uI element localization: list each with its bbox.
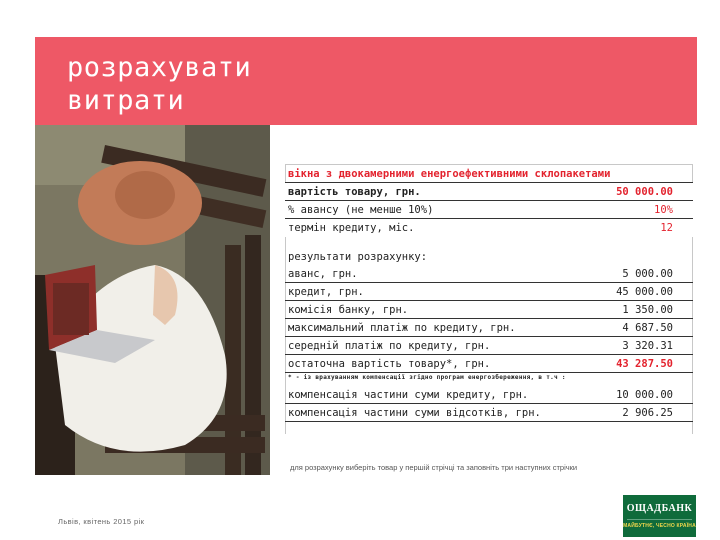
advance-percent-input[interactable]: 10%: [654, 203, 673, 216]
result-value: 3 320.31: [622, 339, 673, 352]
results-heading: результати розрахунку:: [288, 251, 428, 263]
term-label: термін кредиту, міс.: [288, 222, 415, 234]
term-row[interactable]: [285, 219, 693, 237]
compensation-row: [285, 386, 693, 404]
price-label: вартість товару, грн.: [288, 185, 421, 198]
result-label: максимальний платіж по кредиту, грн.: [288, 321, 516, 334]
footer-date: Львів, квітень 2015 рік: [58, 517, 145, 526]
result-label: середній платіж по кредиту, грн.: [288, 339, 491, 352]
header-banner: [35, 37, 697, 125]
logo-tagline: МАЙБУТНЄ, ЧЕСНО КРАЇНА: [623, 523, 696, 529]
result-value: 1 350.00: [622, 303, 673, 316]
woman-with-laptop-photo: [35, 125, 270, 475]
final-cost-row: [285, 355, 693, 373]
result-value: 5 000.00: [622, 267, 673, 280]
result-label: кредит, грн.: [288, 285, 364, 298]
price-input[interactable]: 50 000.00: [616, 185, 673, 198]
compensation-label: компенсація частини суми відсотків, грн.: [288, 406, 541, 419]
photo-illustration: [35, 125, 270, 475]
final-cost-label: остаточна вартість товару*, грн.: [288, 357, 491, 370]
page-title-line2: витрати: [67, 85, 185, 116]
instruction-hint: для розрахунку виберіть товар у першій стрічці та заповніть три наступних стрічки: [290, 463, 578, 472]
compensation-value: 10 000.00: [616, 388, 673, 401]
result-row: [285, 265, 693, 283]
result-label: комісія банку, грн.: [288, 303, 409, 316]
result-value: 45 000.00: [616, 285, 673, 298]
footnote: * - із врахуванням компенсації згідно програм енергозбереження, в т.ч :: [288, 374, 566, 381]
product-name[interactable]: вікна з двокамерними енергоефективними склопакетами: [288, 167, 611, 180]
credit-calculator-table: [285, 164, 693, 434]
logo-name: ОЩАДБАНК: [626, 503, 693, 514]
oschadbank-logo: [623, 495, 696, 537]
product-select-row[interactable]: [285, 165, 693, 183]
advance-percent-label: % авансу (не менше 10%): [288, 203, 434, 216]
result-label: аванс, грн.: [288, 267, 358, 280]
final-cost-value: 43 287.50: [616, 357, 673, 370]
compensation-value: 2 906.25: [622, 406, 673, 419]
result-row: [285, 283, 693, 301]
results-heading-row: [285, 248, 693, 266]
price-input-row[interactable]: [285, 183, 693, 201]
compensation-label: компенсація частини суми кредиту, грн.: [288, 388, 529, 401]
page-title-line1: розрахувати: [67, 52, 252, 83]
advance-percent-row[interactable]: [285, 201, 693, 219]
result-row: [285, 301, 693, 319]
result-value: 4 687.50: [622, 321, 673, 334]
compensation-row: [285, 404, 693, 422]
result-row: [285, 319, 693, 337]
logo-divider: [627, 519, 692, 520]
page-title: [67, 51, 251, 117]
result-row: [285, 337, 693, 355]
term-input[interactable]: 12: [660, 222, 673, 234]
